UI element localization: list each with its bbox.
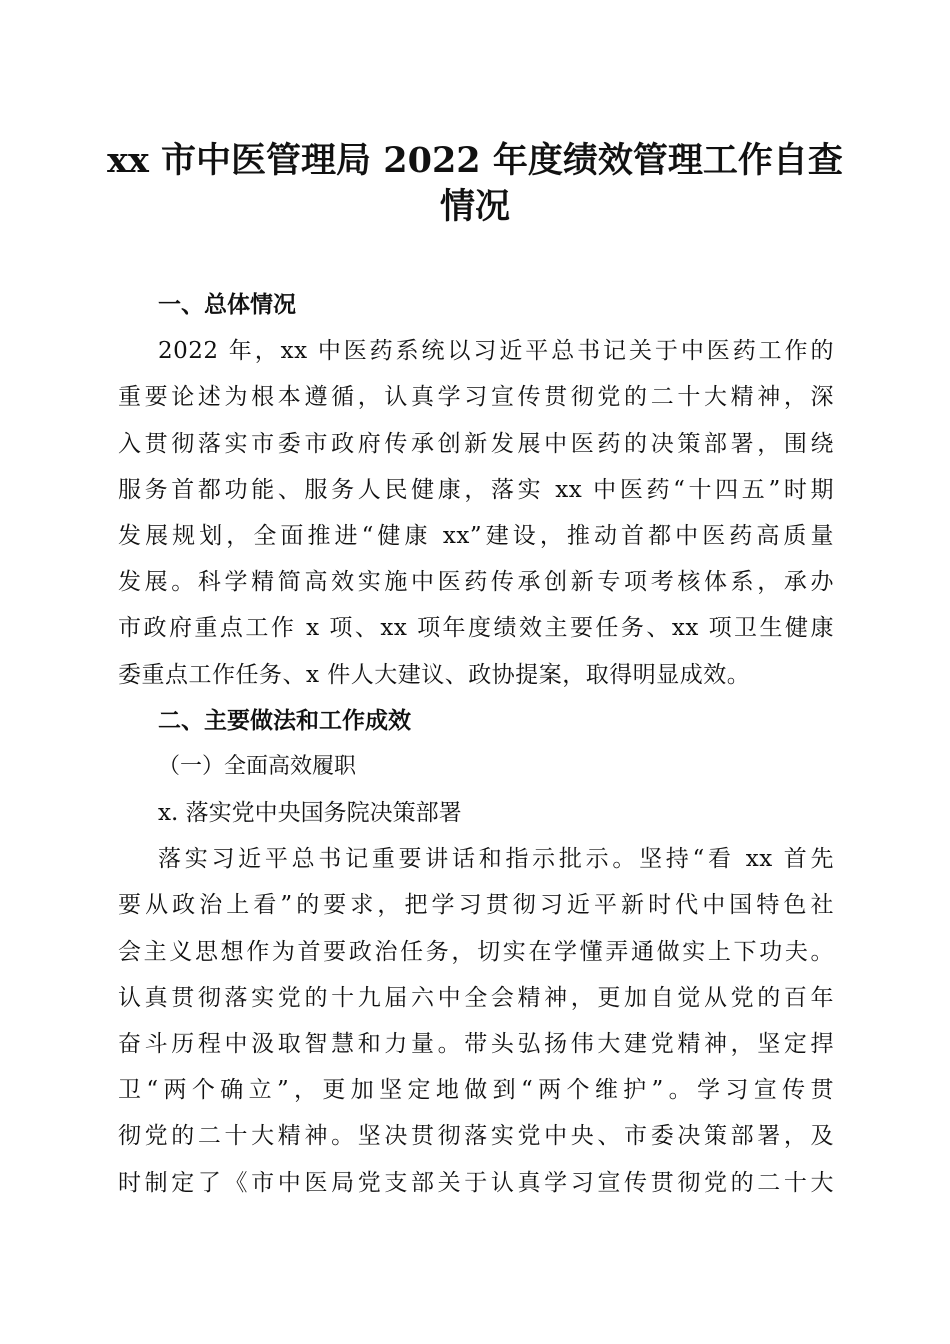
paragraph-line: 2022 年，xx 中医药系统以习近平总书记关于中医药工作的	[158, 338, 834, 365]
section-heading-overview: 一、总体情况	[158, 292, 296, 318]
paragraph-line: 奋斗历程中汲取智慧和力量。带头弘扬伟大建党精神，坚定捍	[118, 1031, 834, 1057]
paragraph-line: 入贯彻落实市委市政府传承创新发展中医药的决策部署，围绕	[118, 430, 834, 457]
paragraph-line: 会主义思想作为首要政治任务，切实在学懂弄通做实上下功夫。	[118, 938, 834, 965]
section-heading-practices: 二、主要做法和工作成效	[158, 707, 411, 734]
paragraph-line: 要从政治上看”的要求，把学习贯彻习近平新时代中国特色社	[118, 892, 834, 919]
paragraph-line: 时制定了《市中医局党支部关于认真学习宣传贯彻党的二十大	[118, 1169, 834, 1196]
title-line-1: xx 市中医管理局 2022 年度绩效管理工作自查	[107, 140, 843, 181]
paragraph-line: 认真贯彻落实党的十九届六中全会精神，更加自觉从党的百年	[118, 984, 834, 1011]
title-line-2: 情况	[439, 186, 510, 227]
document-body	[118, 282, 834, 1206]
paragraph-line: 彻党的二十大精神。坚决贯彻落实党中央、市委决策部署，及	[118, 1123, 834, 1150]
paragraph-line: 市政府重点工作 x 项、xx 项年度绩效主要任务、xx 项卫生健康	[118, 615, 834, 642]
paragraph-line: 服务首都功能、服务人民健康，落实 xx 中医药“十四五”时期	[118, 476, 834, 503]
paragraph-line: 落实习近平总书记重要讲话和指示批示。坚持“看 xx 首先	[158, 846, 834, 873]
paragraph-line: 重要论述为根本遵循，认真学习宣传贯彻党的二十大精神，深	[118, 384, 834, 411]
document-title	[100, 138, 850, 230]
paragraph-line: 发展规划，全面推进“健康 xx”建设，推动首都中医药高质量	[118, 522, 834, 549]
paragraph-line: 委重点工作任务、x 件人大建议、政协提案，取得明显成效。	[118, 661, 751, 688]
paragraph-line: 卫“两个确立”，更加坚定地做到“两个维护”。学习宣传贯	[118, 1077, 834, 1104]
paragraph-line: 发展。科学精简高效实施中医药传承创新专项考核体系，承办	[118, 569, 834, 596]
numbered-item-heading: x. 落实党中央国务院决策部署	[158, 800, 462, 827]
subsection-heading: （一）全面高效履职	[158, 753, 357, 779]
